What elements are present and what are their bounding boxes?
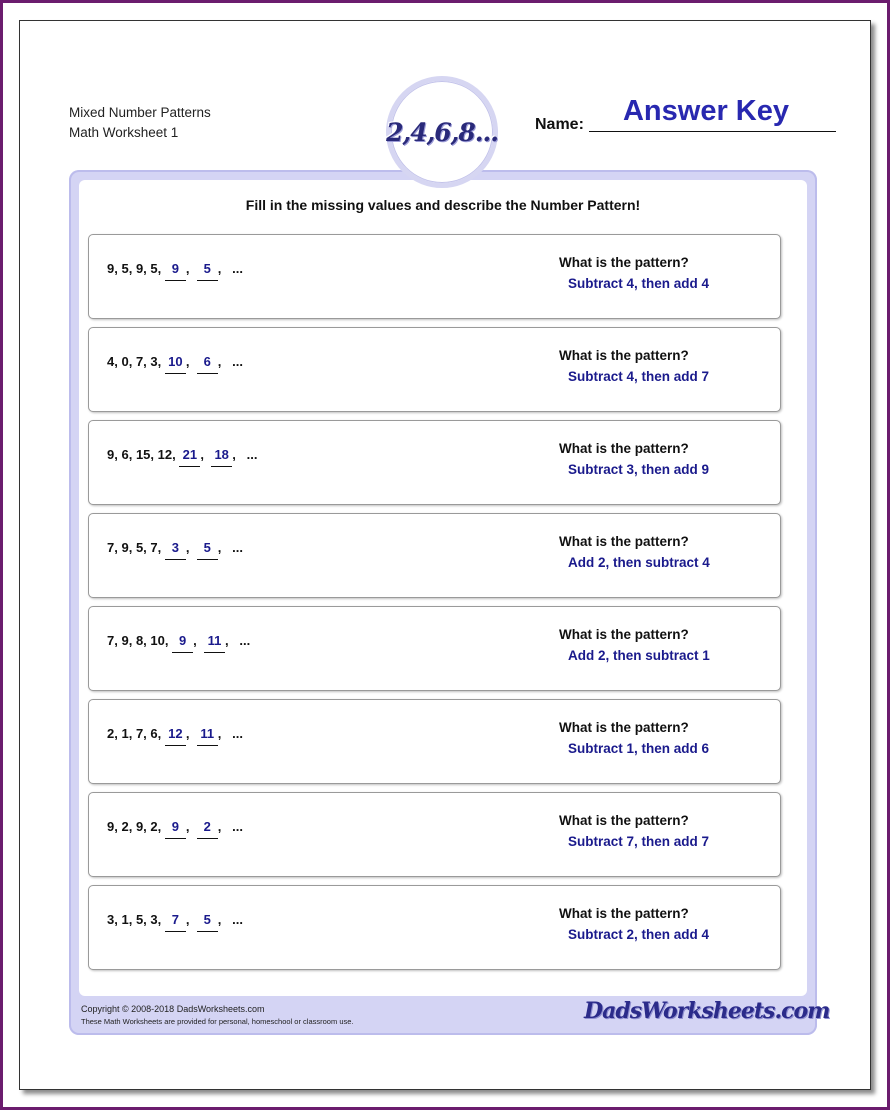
pattern-answer: Subtract 7, then add 7 bbox=[568, 834, 710, 849]
footer-copyright: Copyright © 2008-2018 DadsWorksheets.com bbox=[81, 1004, 265, 1014]
answer-blank: 5 bbox=[197, 912, 218, 932]
pattern-logo bbox=[386, 76, 498, 188]
number-sequence: 2, 1, 7, 6, 12 , 11 , ... bbox=[107, 726, 243, 746]
answer-blank: 5 bbox=[197, 261, 218, 281]
problem-box bbox=[88, 234, 781, 319]
pattern-question: What is the pattern? bbox=[559, 348, 689, 363]
given-value: 7 bbox=[107, 633, 115, 648]
given-value: 12 bbox=[157, 447, 173, 462]
given-value: 1 bbox=[121, 912, 129, 927]
pattern-answer: Subtract 3, then add 9 bbox=[568, 462, 710, 477]
given-value: 10 bbox=[150, 633, 165, 648]
given-value: 7 bbox=[135, 354, 144, 369]
problem-box bbox=[88, 606, 781, 691]
given-value: 5 bbox=[135, 912, 144, 927]
pattern-question: What is the pattern? bbox=[559, 534, 689, 549]
given-value: 15 bbox=[135, 447, 151, 462]
answer-blank: 11 bbox=[197, 726, 218, 746]
answer-blank: 2 bbox=[197, 819, 218, 839]
answer-blank: 11 bbox=[204, 633, 225, 653]
given-value: 6 bbox=[150, 726, 158, 741]
pattern-question: What is the pattern? bbox=[559, 441, 689, 456]
given-value: 2 bbox=[150, 819, 158, 834]
answer-blank: 5 bbox=[197, 540, 218, 560]
answer-blank: 9 bbox=[172, 633, 193, 653]
pattern-question: What is the pattern? bbox=[559, 720, 689, 735]
answer-blank: 10 bbox=[165, 354, 186, 374]
problem-box bbox=[88, 885, 781, 970]
pattern-answer: Subtract 4, then add 4 bbox=[568, 276, 710, 291]
problem-box bbox=[88, 327, 781, 412]
number-sequence: 9, 6, 15, 12, 21 , 18 , ... bbox=[107, 447, 257, 467]
given-value: 9 bbox=[121, 540, 129, 555]
pattern-question: What is the pattern? bbox=[559, 813, 689, 828]
footer-logo: DadsWorksheets.com bbox=[584, 998, 830, 1024]
worksheet-title-line2: Math Worksheet 1 bbox=[69, 125, 179, 140]
given-value: 0 bbox=[121, 354, 129, 369]
given-value: 3 bbox=[150, 912, 158, 927]
given-value: 3 bbox=[150, 354, 158, 369]
pattern-question: What is the pattern? bbox=[559, 627, 689, 642]
given-value: 7 bbox=[150, 540, 158, 555]
problem-box bbox=[88, 792, 781, 877]
problem-box bbox=[88, 513, 781, 598]
number-sequence: 4, 0, 7, 3, 10 , 6 , ... bbox=[107, 354, 243, 374]
given-value: 4 bbox=[107, 354, 115, 369]
number-sequence: 7, 9, 5, 7, 3 , 5 , ... bbox=[107, 540, 243, 560]
given-value: 9 bbox=[107, 261, 115, 276]
number-sequence: 7, 9, 8, 10, 9 , 11 , ... bbox=[107, 633, 250, 653]
given-value: 1 bbox=[121, 726, 129, 741]
given-value: 5 bbox=[121, 261, 129, 276]
worksheet-title-line1: Mixed Number Patterns bbox=[69, 105, 211, 120]
number-sequence: 9, 5, 9, 5, 9 , 5 , ... bbox=[107, 261, 243, 281]
answer-blank: 9 bbox=[165, 819, 186, 839]
given-value: 6 bbox=[121, 447, 129, 462]
pattern-logo-text: 2,4,6,8... bbox=[386, 117, 498, 147]
answer-blank: 6 bbox=[197, 354, 218, 374]
pattern-question: What is the pattern? bbox=[559, 906, 689, 921]
given-value: 2 bbox=[107, 726, 115, 741]
answer-blank: 18 bbox=[211, 447, 232, 467]
answer-blank: 9 bbox=[165, 261, 186, 281]
name-value: Answer Key bbox=[622, 95, 789, 127]
instructions: Fill in the missing values and describe the Number Pattern! bbox=[245, 197, 641, 213]
number-sequence: 9, 2, 9, 2, 9 , 2 , ... bbox=[107, 819, 243, 839]
given-value: 9 bbox=[135, 261, 144, 276]
answer-blank: 7 bbox=[165, 912, 186, 932]
pattern-question: What is the pattern? bbox=[559, 255, 689, 270]
given-value: 5 bbox=[135, 540, 144, 555]
given-value: 2 bbox=[121, 819, 129, 834]
worksheet-title bbox=[69, 103, 211, 143]
name-label: Name: bbox=[535, 116, 584, 133]
given-value: 5 bbox=[150, 261, 158, 276]
footer-note: These Math Worksheets are provided for personal, homeschool or classroom use. bbox=[81, 1017, 354, 1026]
given-value: 9 bbox=[121, 633, 129, 648]
answer-blank: 21 bbox=[179, 447, 200, 467]
given-value: 7 bbox=[107, 540, 115, 555]
problem-box bbox=[88, 420, 781, 505]
answer-blank: 12 bbox=[165, 726, 186, 746]
name-line bbox=[589, 131, 836, 132]
given-value: 3 bbox=[107, 912, 115, 927]
problem-box bbox=[88, 699, 781, 784]
given-value: 7 bbox=[135, 726, 144, 741]
answer-blank: 3 bbox=[165, 540, 186, 560]
given-value: 9 bbox=[107, 447, 115, 462]
pattern-answer: Subtract 4, then add 7 bbox=[568, 369, 710, 384]
pattern-answer: Add 2, then subtract 4 bbox=[568, 555, 710, 570]
given-value: 8 bbox=[135, 633, 144, 648]
pattern-answer: Subtract 1, then add 6 bbox=[568, 741, 710, 756]
given-value: 9 bbox=[135, 819, 144, 834]
given-value: 9 bbox=[107, 819, 115, 834]
number-sequence: 3, 1, 5, 3, 7 , 5 , ... bbox=[107, 912, 243, 932]
pattern-answer: Subtract 2, then add 4 bbox=[568, 927, 710, 942]
pattern-answer: Add 2, then subtract 1 bbox=[568, 648, 710, 663]
